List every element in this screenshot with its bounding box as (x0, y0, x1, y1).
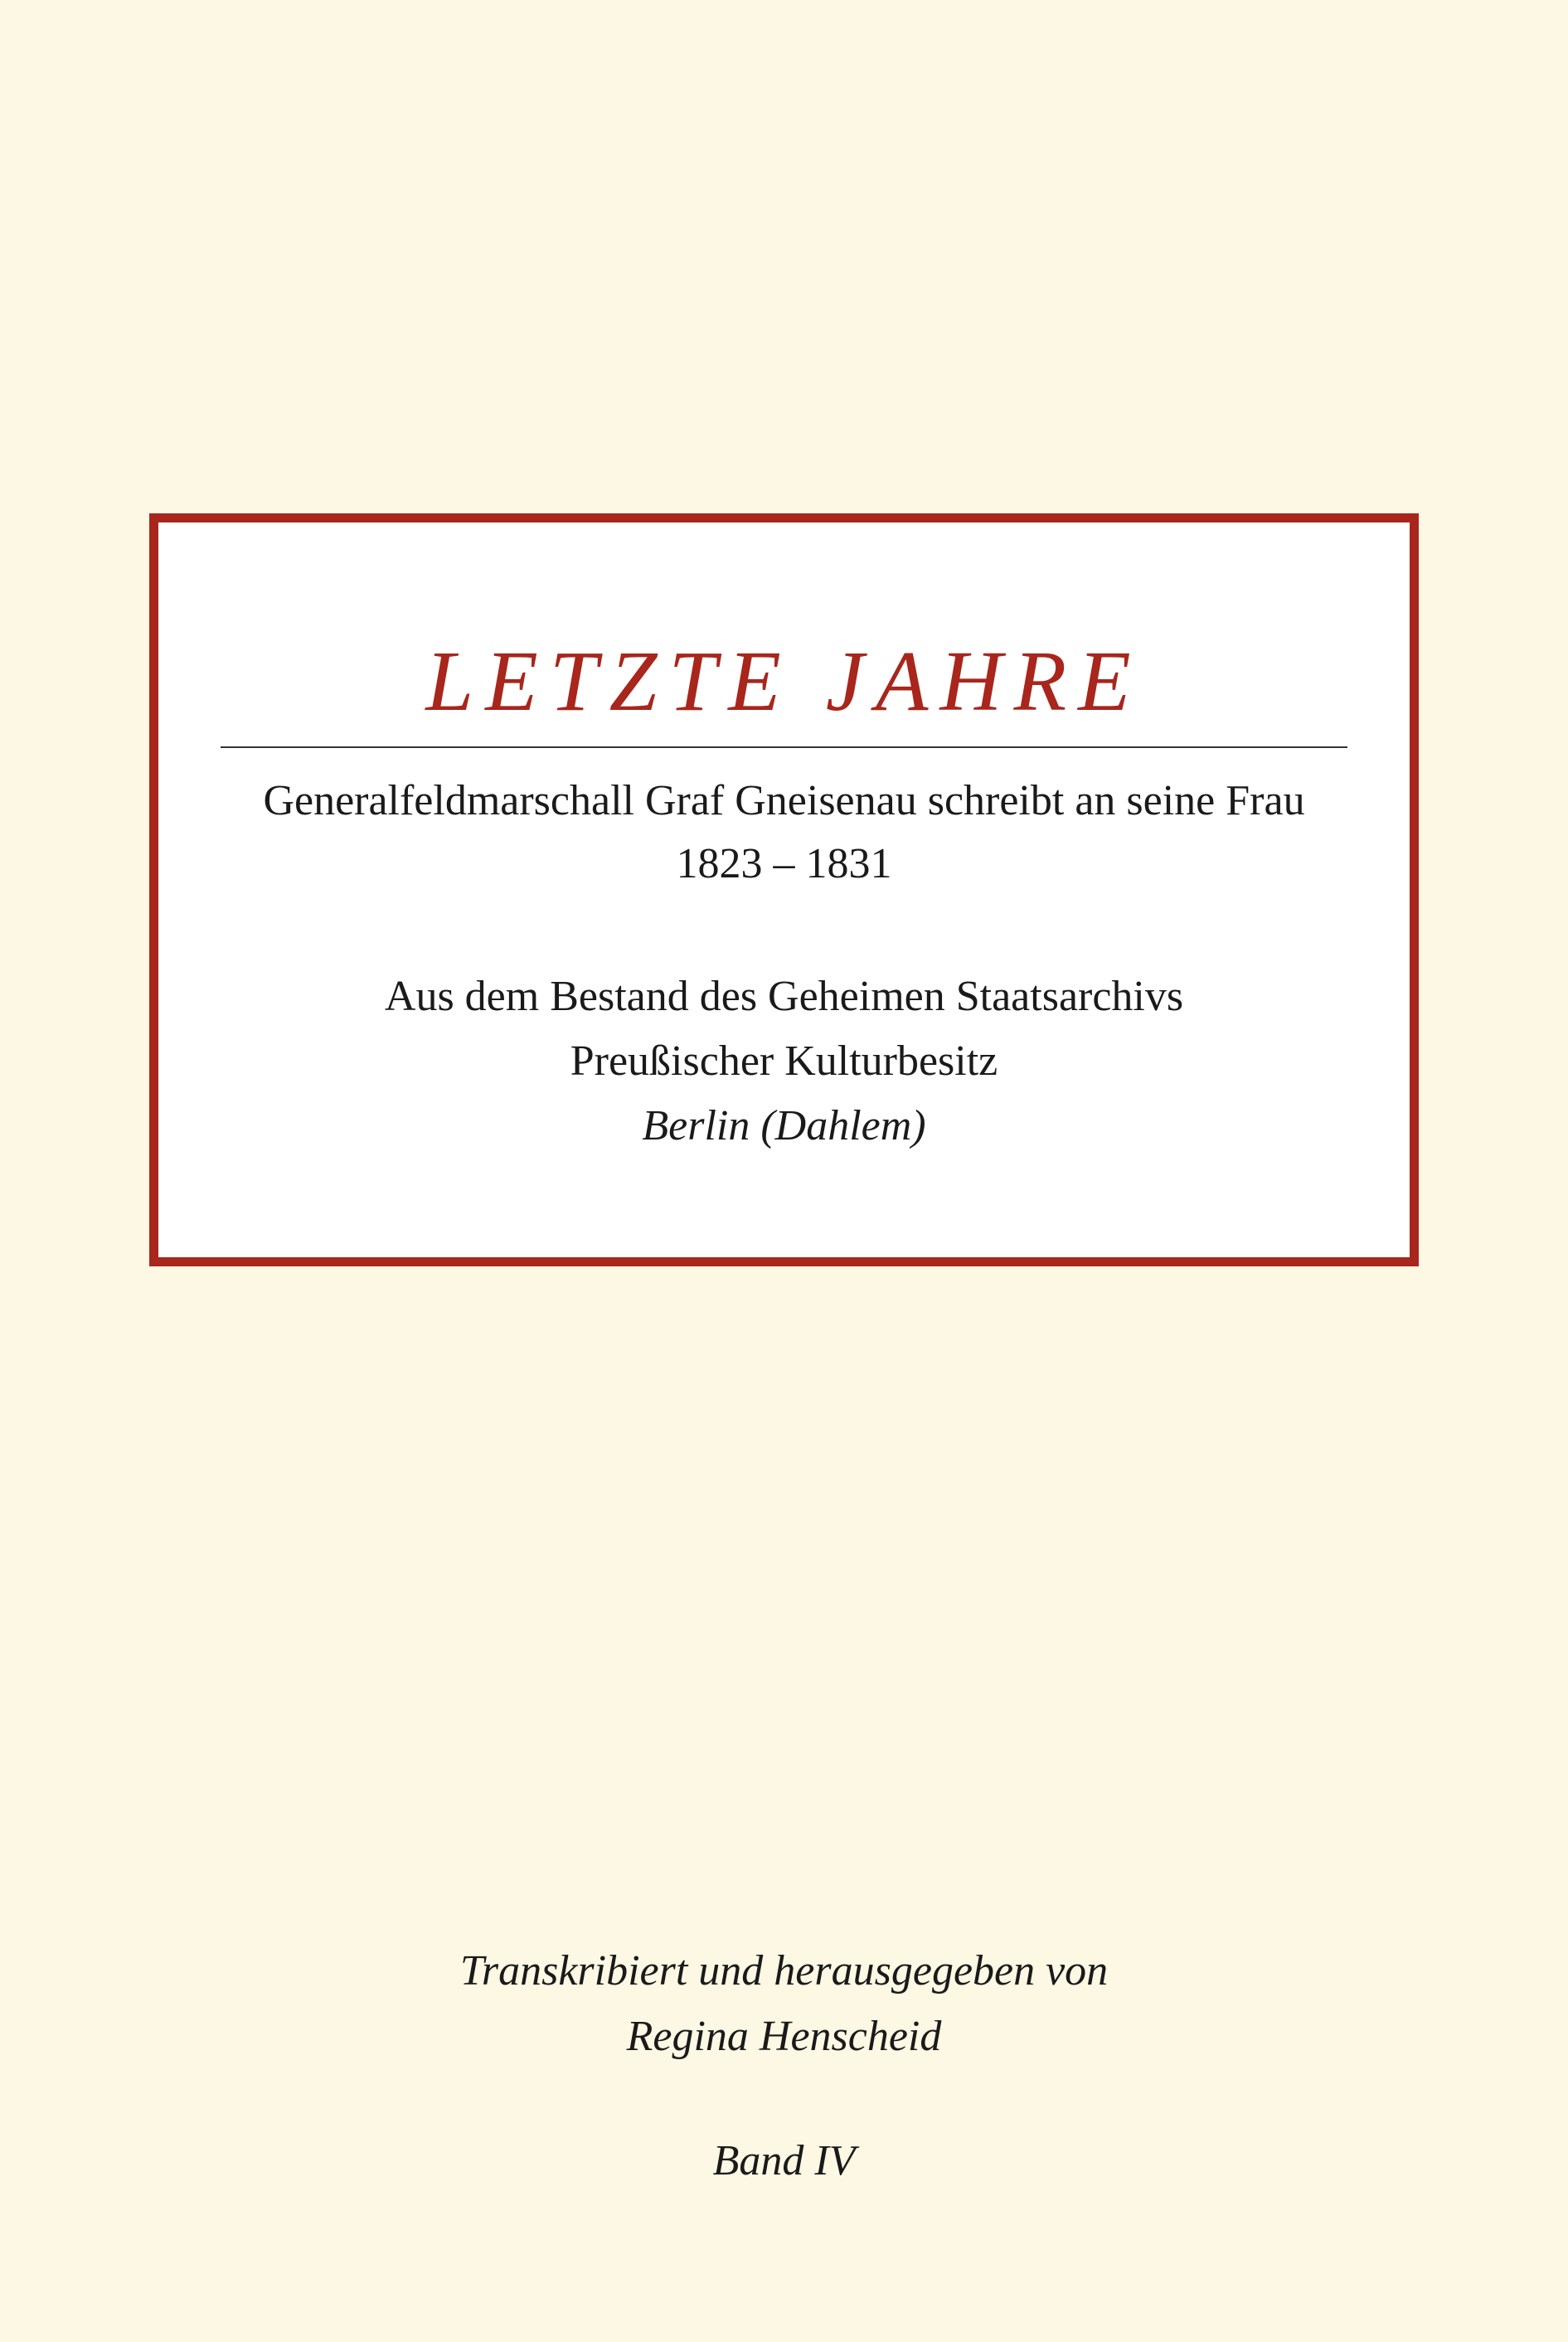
book-title: LETZTE JAHRE (425, 634, 1143, 729)
source-line-institution: Preußischer Kulturbesitz (570, 1037, 998, 1085)
source-line-location: Berlin (Dahlem) (642, 1102, 926, 1149)
editor-name: Regina Henscheid (626, 2013, 942, 2060)
year-range: 1823 – 1831 (676, 840, 892, 887)
book-subtitle: Generalfeldmarschall Graf Gneisenau schreibt an seine Frau (263, 777, 1305, 824)
source-line-archive: Aus dem Bestand des Geheimen Staatsarchivs (384, 973, 1184, 1020)
title-frame (149, 513, 1419, 1266)
editor-credit-line: Transkribiert und herausgegeben von (459, 1947, 1109, 1995)
title-divider (221, 746, 1347, 748)
volume-label: Band IV (712, 2137, 856, 2184)
